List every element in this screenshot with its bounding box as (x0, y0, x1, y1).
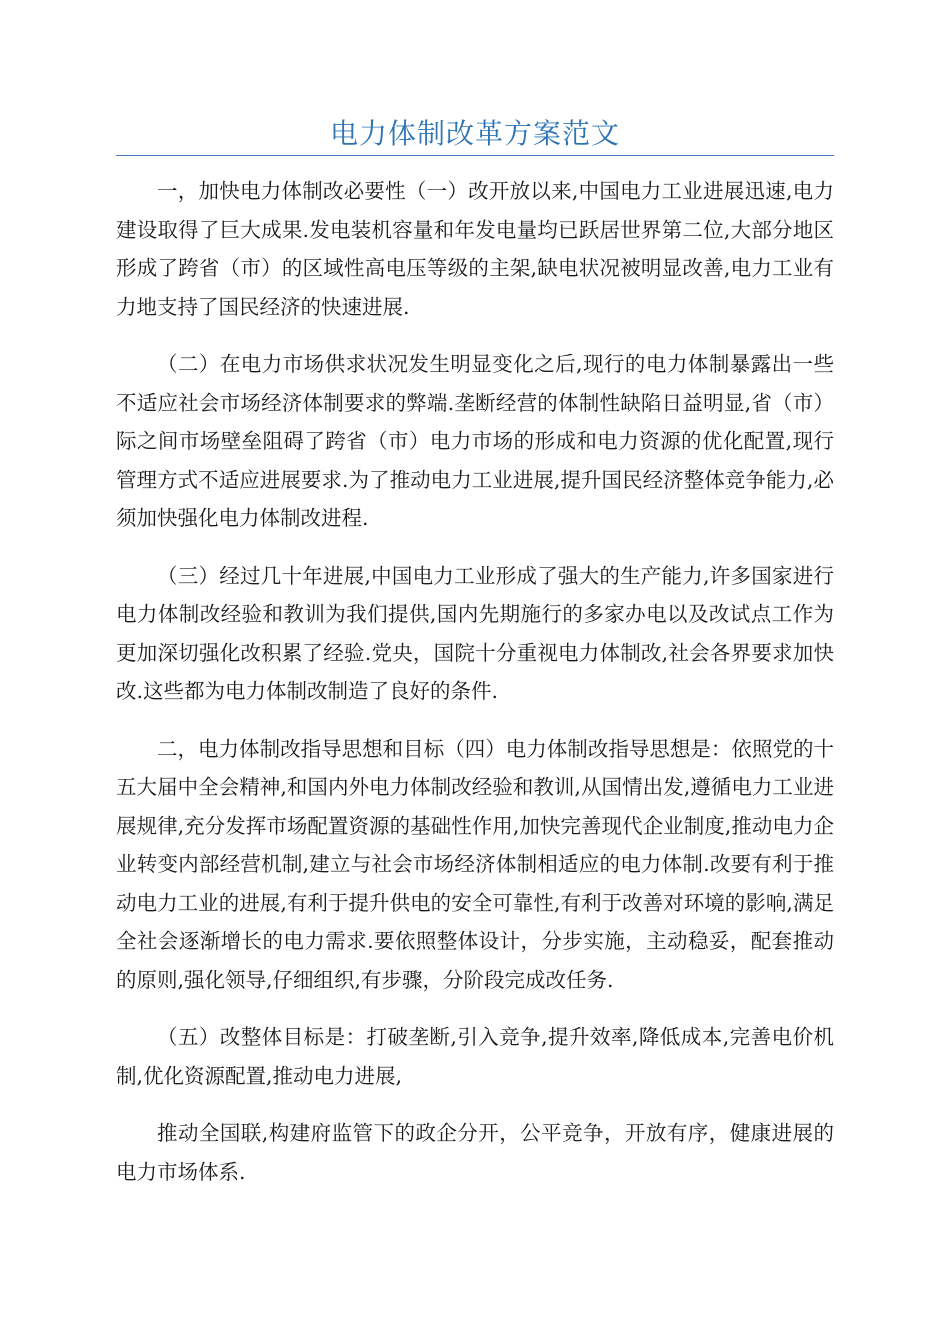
document-title: 电力体制改革方案范文 (329, 117, 620, 150)
paragraph-5: （五）改整体目标是：打破垄断,引入竞争,提升效率,降低成本,完善电价机制,优化资源配置,推动电力进展, (116, 1025, 834, 1088)
title-underline (116, 155, 834, 156)
paragraph-6: 推动全国联,构建府监管下的政企分开，公平竞争，开放有序，健康进展的电力市场体系. (116, 1121, 834, 1184)
paragraph-4: 二，电力体制改指导思想和目标（四）电力体制改指导思想是：依照党的十五大届中全会精神,和国内外电力体制改经验和教训,从国情出发,遵循电力工业进展规律,充分发挥市场配置资源的基础性作用,加快完善现代企业制度,推动电力企业转变内部经营机制,建立与社会市场经济体制相适应的电力体制.改要有利于推动电力工业的进展,有利于提升供电的安全可靠性,有利于改善对环境的影响,满足全社会逐渐增长的电力需求.要依照整体设计，分步实施，主动稳妥，配套推动的原则,强化领导,仔细组织,有步骤，分阶段完成改任务. (116, 736, 834, 992)
paragraph-2: （二）在电力市场供求状况发生明显变化之后,现行的电力体制暴露出一些不适应社会市场经济体制要求的弊端.垄断经营的体制性缺陷日益明显,省（市）际之间市场壁垒阻碍了跨省（市）电力市场的形成和电力资源的优化配置,现行管理方式不适应进展要求.为了推动电力工业进展,提升国民经济整体竞争能力,必须加快强化电力体制改进程. (116, 352, 834, 530)
paragraph-3: （三）经过几十年进展,中国电力工业形成了强大的生产能力,许多国家进行电力体制改经验和教训为我们提供,国内先期施行的多家办电以及改试点工作为更加深切强化改积累了经验.党央，国院十分重视电力体制改,社会各界要求加快改.这些都为电力体制改制造了良好的条件. (116, 563, 834, 703)
paragraph-1: 一，加快电力体制改必要性（一）改开放以来,中国电力工业进展迅速,电力建设取得了巨大成果.发电装机容量和年发电量均已跃居世界第二位,大部分地区形成了跨省（市）的区域性高电压等级的主架,缺电状况被明显改善,电力工业有力地支持了国民经济的快速进展. (116, 179, 834, 319)
document-body (116, 172, 834, 1210)
